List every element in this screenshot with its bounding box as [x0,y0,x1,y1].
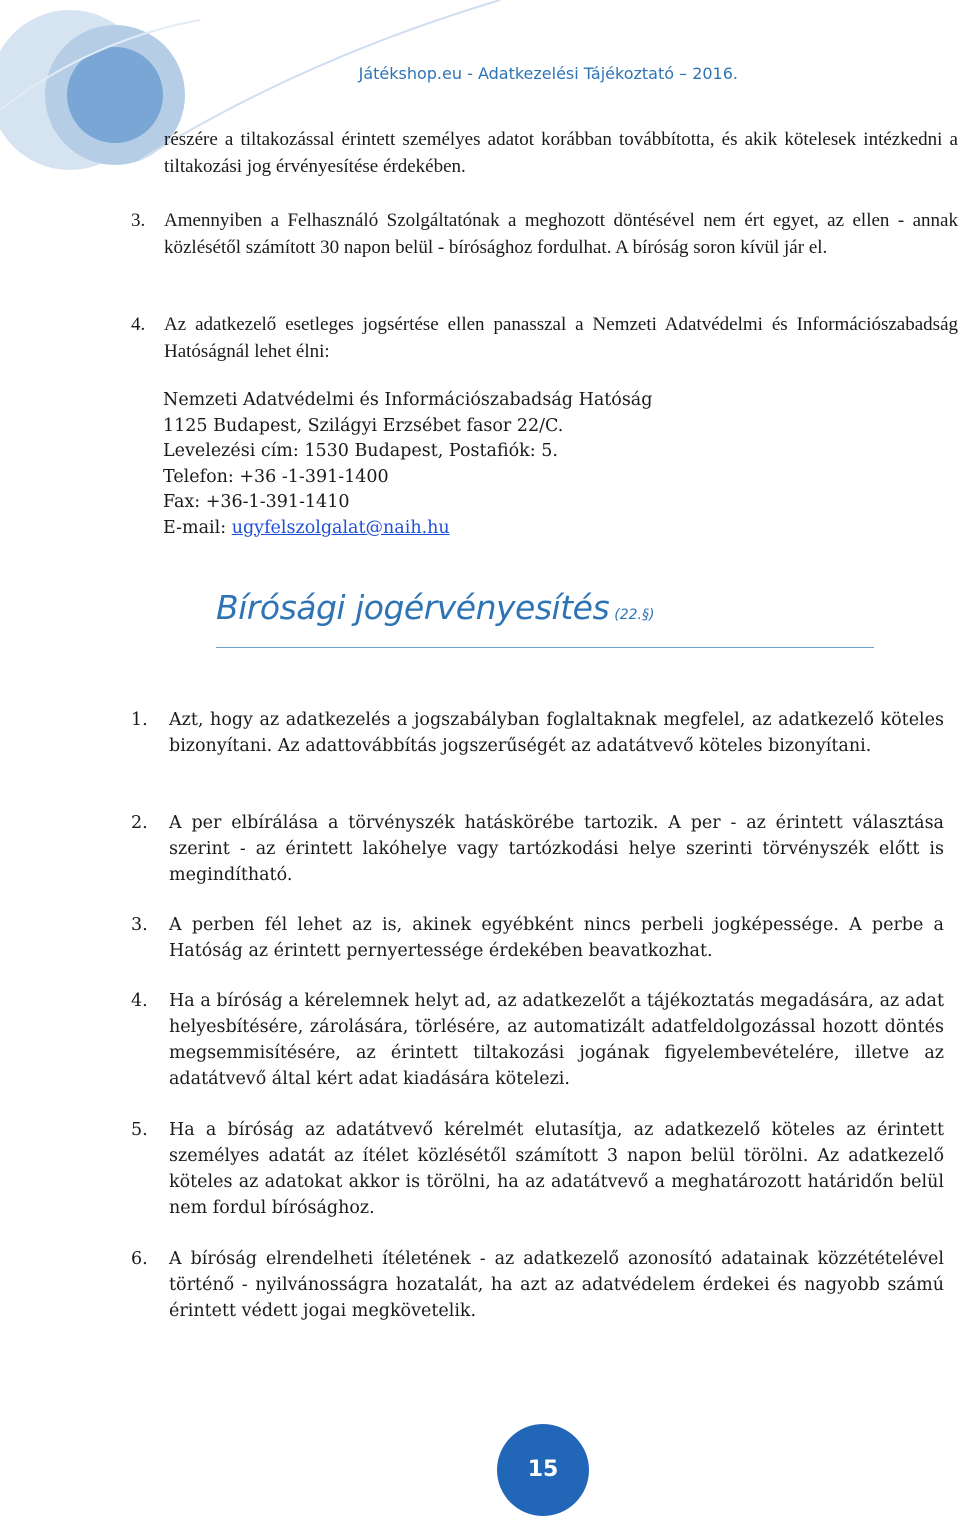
page-number-badge: 15 [497,1424,589,1516]
list-item [131,207,958,261]
list-text: A perben fél lehet az is, akinek egyébként nincs perbeli jogképessége. A perbe a Hatóság az érintett pernyertessége érdekében beavatkozhat. [169,915,944,961]
list-item [131,707,944,759]
continuation-paragraph: részére a tiltakozással érintett személyes adatot korábban továbbította, és akik kötelesek intézkedni a tiltakozási jog érvényesítése érdekében. [164,129,958,177]
list-number: 4. [131,314,146,335]
email-label: E-mail: [163,517,232,538]
authority-phone: Telefon: +36 -1-391-1400 [163,466,389,487]
authority-name: Nemzeti Adatvédelmi és Információszabadság Hatóság [163,390,653,410]
email-link[interactable]: ugyfelszolgalat@naih.hu [231,517,450,538]
list-number: 3. [131,210,146,231]
list-number: 2. [131,813,148,833]
list-item [131,311,958,365]
list-number: 1. [131,710,148,730]
authority-email-line [163,516,863,542]
list-text: Amennyiben a Felhasználó Szolgáltatónak a meghozott döntésével nem ért egyet, az ellen - annak közlésétől számított 30 napon belül - bírósághoz fordulhat. A bíróság soron kívül jár el. [164,210,958,258]
header-title: Játékshop.eu - Adatkezelési Tájékoztató – 2016. [358,64,738,83]
list-text: Az adatkezelő esetleges jogsértése ellen panasszal a Nemzeti Adatvédelmi és Információszabadság Hatóságnál lehet élni: [164,314,958,362]
list-text: A per elbírálása a törvényszék hatáskörébe tartozik. A per - az érintett választása szerint - az érintett lakóhelye vagy tartózkodási helye szerinti törvényszék előtt is megindítható. [169,813,944,885]
list-text: Ha a bíróság a kérelemnek helyt ad, az adatkezelőt a tájékoztatás megadására, az adat helyesbítésére, zárolására, törlésére, az automatizált adatfeldolgozással hozott döntés megsemmisítésére, az érintett tiltakozási jogának figyelembevételére, illetve az adatátvevő által kért adat kiadására kötelezi. [169,991,944,1089]
list-item [131,912,944,964]
section-title: Bírósági jogérvényesítés [216,588,610,627]
list-number: 6. [131,1249,148,1269]
list-item [131,1117,944,1221]
authority-fax: Fax: +36-1-391-1410 [163,492,350,512]
list-text: Azt, hogy az adatkezelés a jogszabályban foglaltaknak megfelel, az adatkezelő köteles bizonyítani. Az adattovábbítás jogszerűségét az adatátvevő köteles bizonyítani. [169,710,944,756]
list-item [131,988,944,1092]
authority-address: 1125 Budapest, Szilágyi Erzsébet fasor 22/C. [163,415,564,436]
list-item [131,810,944,888]
list-text: Ha a bíróság az adatátvevő kérelmét elutasítja, az adatkezelő köteles az érintett személyes adatát az ítélet közlésétől számított 3 napon belül törölni. Az adatkezelő köteles az adatokat akkor is törölni, ha az adatátvevő a meghatározott határidőn belül nem fordul bírósághoz. [169,1120,944,1218]
section-heading [216,588,874,648]
list-number: 4. [131,991,148,1011]
authority-contact-block [163,388,863,541]
list-item [131,1246,944,1324]
list-number: 3. [131,915,148,935]
list-text: A bíróság elrendelheti ítéletének - az adatkezelő azonosító adatainak közzétételével történő - nyilvánosságra hozatalát, ha azt az adatvédelem érdekei és nagyobb számú érintett védett jogai megkövetelik. [169,1249,944,1321]
authority-postal: Levelezési cím: 1530 Budapest, Postafiók: 5. [163,441,558,461]
section-ref: (22.§) [614,607,655,623]
list-number: 5. [131,1120,148,1140]
